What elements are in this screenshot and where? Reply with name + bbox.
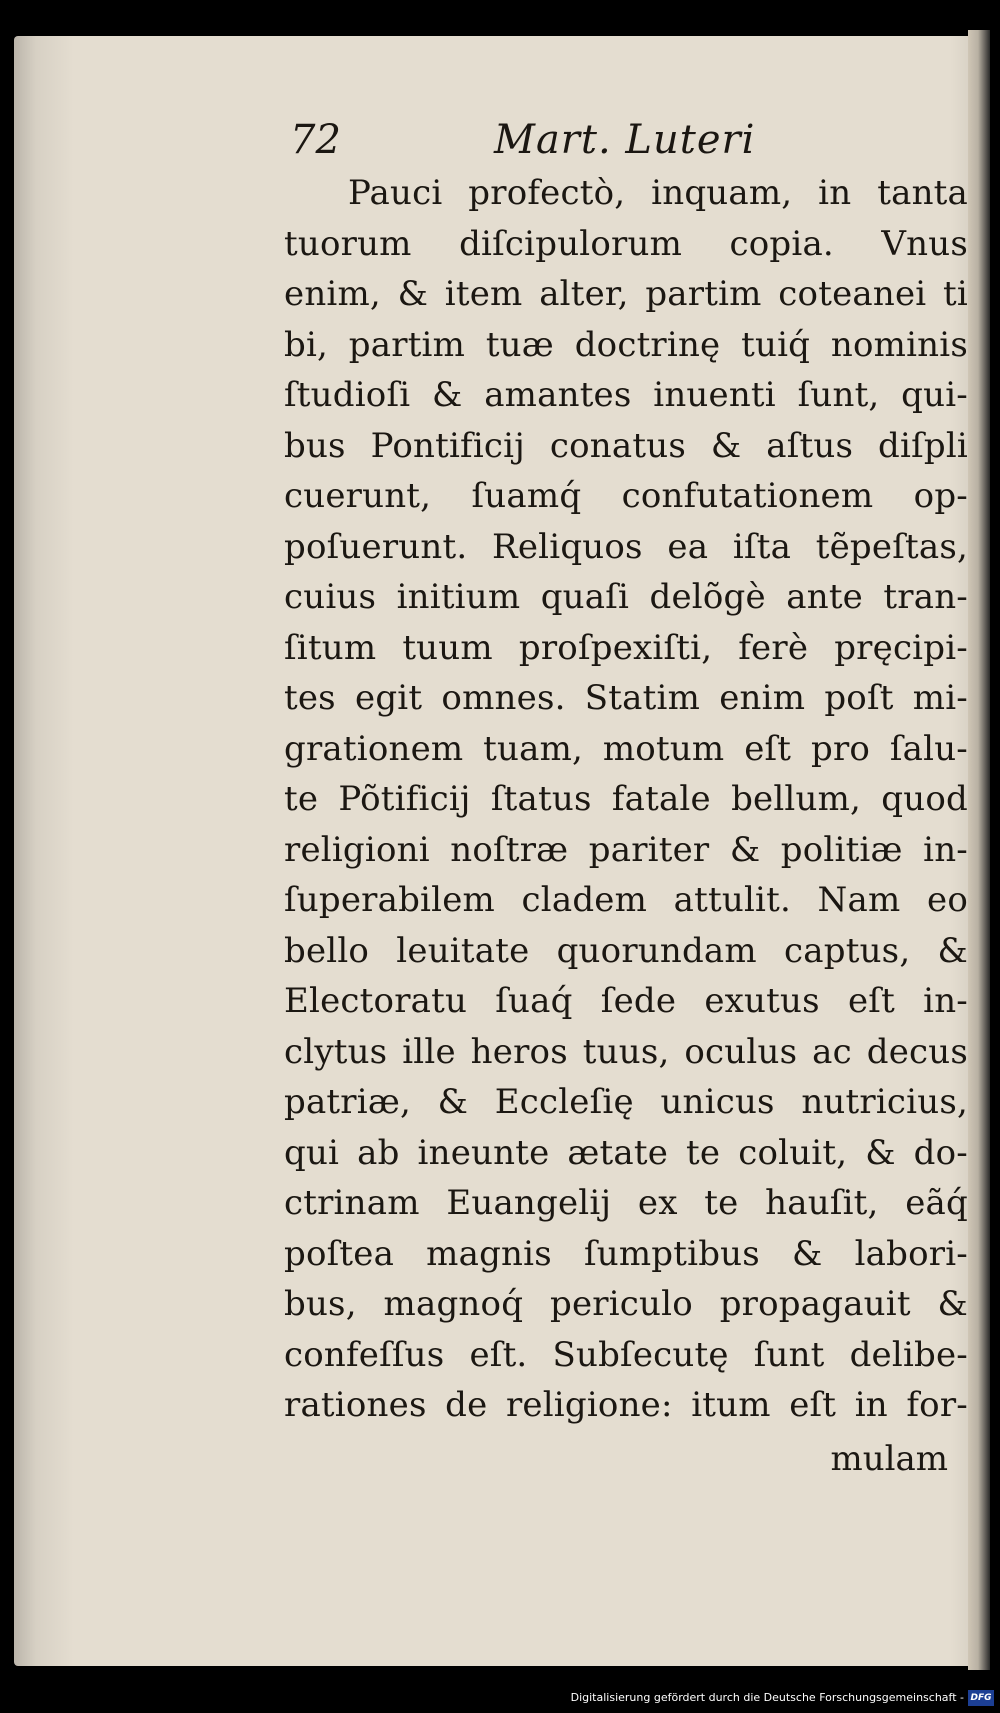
text-line: Pauci profectò, inquam, in tanta bbox=[348, 173, 968, 213]
text-line: bello leuitate quorundam captus, & bbox=[284, 930, 968, 971]
text-block bbox=[284, 112, 968, 1487]
digitization-credit: Digitalisierung gefördert durch die Deutsche Forschungsgemeinschaft - bbox=[570, 1691, 964, 1704]
text-line: ctrinam Euangelij ex te hauſit, eãq́ bbox=[284, 1183, 968, 1223]
page-number: 72 bbox=[290, 117, 341, 163]
text-line: bus, magnoq́ periculo propagauit & bbox=[284, 1284, 968, 1324]
page-header bbox=[284, 112, 968, 168]
text-line: te Põtificij ſtatus fatale bellum, quod bbox=[284, 779, 968, 819]
catchword: mulam bbox=[830, 1438, 948, 1479]
text-line: poſtea magnis ſumptibus & labori- bbox=[284, 1233, 968, 1274]
text-line: tuorum diſcipulorum copia. Vnus bbox=[284, 223, 968, 264]
text-line: patriæ, & Eccleſię unicus nutricius, bbox=[284, 1082, 968, 1122]
dfg-logo-icon: DFG bbox=[968, 1690, 994, 1706]
text-line: clytus ille heros tuus, oculus ac decus bbox=[284, 1031, 968, 1072]
text-line: qui ab ineunte ætate te coluit, & do- bbox=[284, 1132, 968, 1173]
text-line: cuerunt, ſuamq́ confutationem op- bbox=[284, 476, 968, 516]
text-line: bi, partim tuæ doctrinę tuiq́ nominis bbox=[284, 324, 968, 365]
text-line: ſitum tuum proſpexiſti, ferè pręcipi- bbox=[284, 627, 968, 668]
text-line: ſtudioſi & amantes inuenti ſunt, qui- bbox=[284, 375, 968, 415]
text-line: tes egit omnes. Statim enim poſt mi- bbox=[284, 678, 968, 718]
text-line: enim, & item alter, partim coteanei ti bbox=[284, 274, 968, 314]
text-line: confeſſus eſt. Subſecutę ſunt delibe- bbox=[284, 1334, 968, 1375]
text-line: rationes de religione: itum eſt in for- bbox=[284, 1385, 968, 1425]
text-line: cuius initium quaſi delõgè ante tran- bbox=[284, 577, 968, 617]
running-head: Mart. Luteri bbox=[494, 117, 756, 163]
text-line: bus Pontificij conatus & aſtus diſpli bbox=[284, 425, 968, 466]
text-line: poſuerunt. Reliquos ea iſta tẽpeſtas, bbox=[284, 526, 968, 567]
text-line: ſuperabilem cladem attulit. Nam eo bbox=[284, 880, 968, 920]
text-line: religioni noſtræ pariter & politiæ in- bbox=[284, 829, 968, 870]
page-edge bbox=[968, 30, 990, 1670]
text-line: grationem tuam, motum eſt pro ſalu- bbox=[284, 728, 968, 769]
text-line: Electoratu ſuaq́ ſede exutus eſt in- bbox=[284, 981, 968, 1021]
